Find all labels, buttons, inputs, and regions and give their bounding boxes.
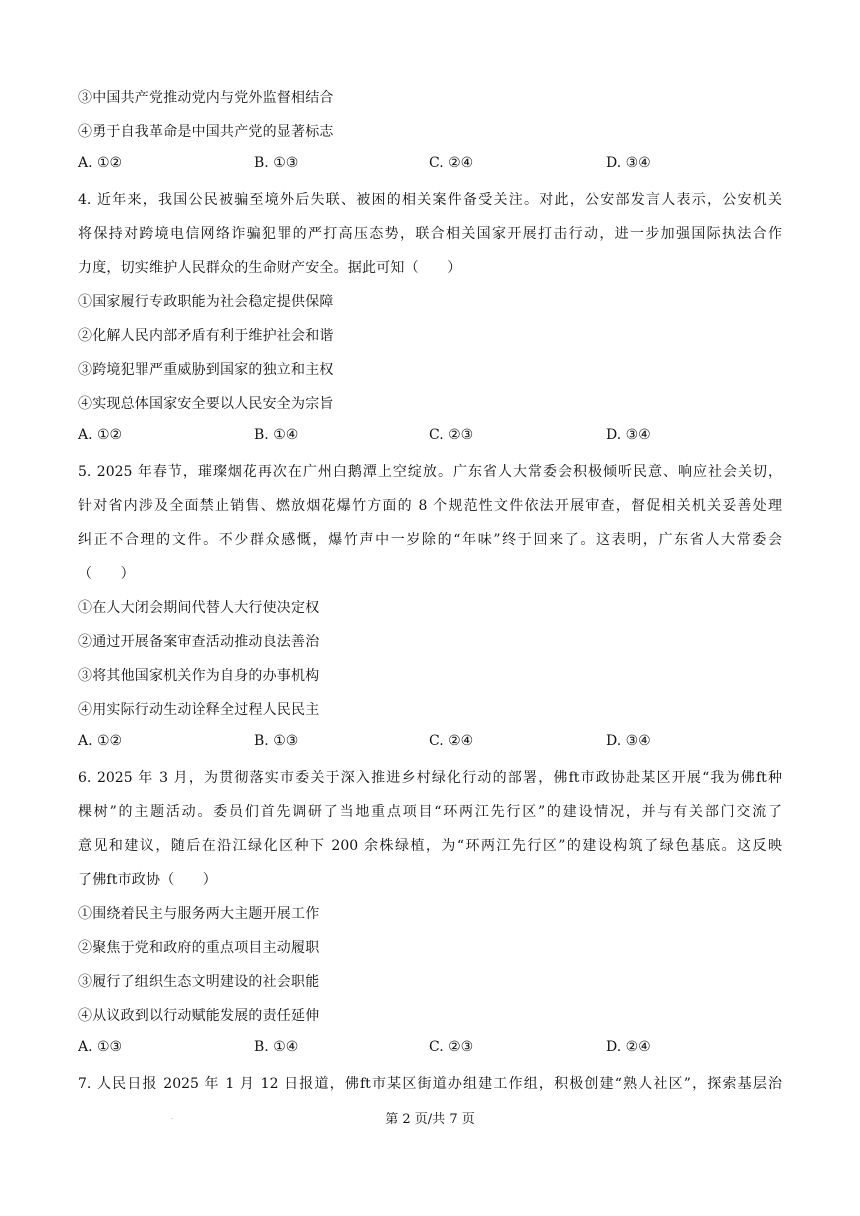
q3-option-d: D. ③④ bbox=[606, 155, 651, 171]
q5-item-3: ③将其他国家机关作为自身的办事机构 bbox=[78, 668, 320, 684]
q4-item-4: ④实现总体国家安全要以人民安全为宗旨 bbox=[78, 396, 334, 412]
q6-stem-line-1: 6. 2025 年 3 月，为贯彻落实市委关于深入推进乡村绿化行动的部署，佛ft市政协赴某区开展“我为佛ft种 bbox=[78, 770, 782, 786]
q4-stem-line-1: 4. 近年来，我国公民被骗至境外后失联、被困的相关案件备受关注。对此，公安部发言人表示，公安机关 bbox=[78, 192, 782, 208]
q4-stem-line-3: 力度，切实维护人民群众的生命财产安全。据此可知（ ） bbox=[78, 260, 462, 276]
q5-option-c: C. ②④ bbox=[429, 733, 474, 749]
q5-option-d: D. ③④ bbox=[606, 733, 651, 749]
q4-item-3: ③跨境犯罪严重威胁到国家的独立和主权 bbox=[78, 362, 334, 378]
q3-option-b: B. ①③ bbox=[254, 155, 299, 171]
q6-stem-line-4: 了佛ft市政协（ ） bbox=[78, 872, 218, 888]
q5-item-4: ④用实际行动生动诠释全过程人民民主 bbox=[78, 702, 320, 718]
q3-item-4: ④勇于自我革命是中国共产党的显著标志 bbox=[78, 124, 334, 140]
q5-item-2: ②通过开展备案审查活动推动良法善治 bbox=[78, 634, 320, 650]
q6-item-4: ④从议政到以行动赋能发展的责任延伸 bbox=[78, 1008, 320, 1024]
page-number-footer: 第 2 页/共 7 页 bbox=[385, 1112, 475, 1127]
q6-stem-line-3: 意见和建议，随后在沿江绿化区种下 200 余株绿植，为“环两江先行区”的建设构筑了绿色基底。这反映 bbox=[78, 838, 782, 854]
footer-dot: . bbox=[171, 1114, 173, 1121]
q6-option-b: B. ①④ bbox=[254, 1039, 299, 1055]
q5-item-1: ①在人大闭会期间代替人大行使决定权 bbox=[78, 600, 320, 616]
q6-option-d: D. ②④ bbox=[606, 1039, 651, 1055]
q5-option-a: A. ①② bbox=[78, 733, 123, 749]
q3-option-a: A. ①② bbox=[78, 155, 123, 171]
q4-option-c: C. ②③ bbox=[429, 427, 474, 443]
q4-option-b: B. ①④ bbox=[254, 427, 299, 443]
q5-stem-line-1: 5. 2025 年春节，璀璨烟花再次在广州白鹅潭上空绽放。广东省人大常委会积极倾听民意、响应社会关切， bbox=[78, 464, 782, 480]
q3-option-c: C. ②④ bbox=[429, 155, 474, 171]
q5-stem-line-4: （ ） bbox=[78, 566, 135, 582]
q6-item-1: ①围绕着民主与服务两大主题开展工作 bbox=[78, 906, 320, 922]
q5-stem-line-3: 纠正不合理的文件。不少群众感慨，爆竹声中一岁除的“年味”终于回来了。这表明，广东省人大常委会 bbox=[78, 532, 782, 548]
q6-item-3: ③履行了组织生态文明建设的社会职能 bbox=[78, 974, 320, 990]
q4-option-a: A. ①② bbox=[78, 427, 123, 443]
q6-stem-line-2: 棵树”的主题活动。委员们首先调研了当地重点项目“环两江先行区”的建设情况，并与有关部门交流了 bbox=[78, 804, 782, 820]
q4-item-1: ①国家履行专政职能为社会稳定提供保障 bbox=[78, 294, 334, 310]
q4-item-2: ②化解人民内部矛盾有利于维护社会和谐 bbox=[78, 328, 334, 344]
q3-item-3: ③中国共产党推动党内与党外监督相结合 bbox=[78, 90, 334, 106]
q5-option-b: B. ①③ bbox=[254, 733, 299, 749]
q5-stem-line-2: 针对省内涉及全面禁止销售、燃放烟花爆竹方面的 8 个规范性文件依法开展审查，督促相关机关妥善处理 bbox=[78, 498, 782, 514]
q6-item-2: ②聚焦于党和政府的重点项目主动履职 bbox=[78, 940, 320, 956]
q6-option-a: A. ①③ bbox=[78, 1039, 123, 1055]
q6-option-c: C. ②③ bbox=[429, 1039, 474, 1055]
q7-stem-line-1: 7. 人民日报 2025 年 1 月 12 日报道，佛ft市某区街道办组建工作组，积极创建“熟人社区”，探索基层治 bbox=[78, 1076, 782, 1092]
q4-stem-line-2: 将保持对跨境电信网络诈骗犯罪的严打高压态势，联合相关国家开展打击行动，进一步加强国际执法合作 bbox=[78, 226, 782, 242]
q4-option-d: D. ③④ bbox=[606, 427, 651, 443]
